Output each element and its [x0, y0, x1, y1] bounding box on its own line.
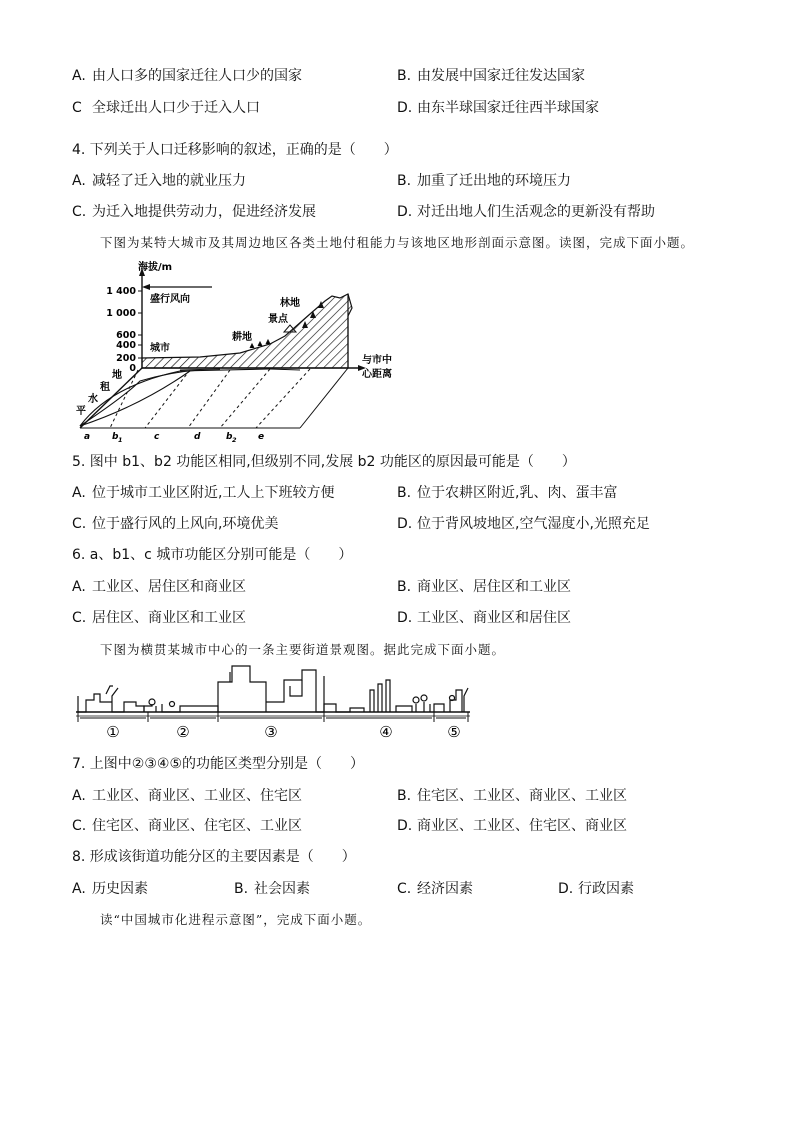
q7-option-a: A. 工业区、商业区、工业区、住宅区 [72, 788, 302, 804]
section-label-5: ⑤ [447, 723, 461, 741]
rent-curve-2 [80, 370, 200, 426]
q3-option-c: C 全球迁出人口少于迁入人口 [72, 100, 260, 116]
q4-option-d: D. 对迁出地人们生活观念的更新没有帮助 [397, 204, 655, 220]
section2-buildings [144, 704, 218, 712]
land-rent-terrain-figure [70, 256, 410, 446]
street-landscape-figure [72, 660, 474, 742]
q7-option-b: B. 住宅区、工业区、商业区、工业区 [397, 788, 627, 804]
q8-option-a: A. 历史因素 [72, 881, 148, 897]
q3-option-d: D. 由东半球国家迁往西半球国家 [397, 100, 599, 116]
wind-label: 盛行风向 [150, 294, 190, 305]
y-ticks [106, 286, 136, 374]
section-label-3: ③ [264, 723, 278, 741]
y-axis-title: 海拔/m [138, 262, 173, 273]
zone-label-e: e [258, 432, 265, 442]
q6-option-c: C. 居住区、商业区和工业区 [72, 610, 246, 626]
q6-stem: 6. a、b1、c 城市功能区分别可能是（ ） [72, 547, 353, 563]
y-tick-label: 600 [116, 330, 136, 341]
scenic-label: 景点 [268, 314, 288, 325]
q6-option-a: A. 工业区、居住区和商业区 [72, 579, 246, 595]
y-tick-label: 200 [116, 353, 136, 364]
y-tick-label: 400 [116, 340, 136, 351]
rent-level-label-char: 水 [88, 394, 98, 405]
q6-option-d: D. 工业区、商业区和居住区 [397, 610, 571, 626]
figure2-intro: 下图为横贯某城市中心的一条主要街道景观图。据此完成下面小题。 [100, 642, 506, 657]
q8-option-d: D. 行政因素 [558, 881, 634, 897]
q6-option-b: B. 商业区、居住区和工业区 [397, 579, 571, 595]
rent-level-label-char: 地 [112, 370, 122, 381]
q8-option-b: B. 社会因素 [234, 881, 310, 897]
x-axis-title-line1: 与市中 [362, 355, 392, 366]
q4-option-b: B. 加重了迁出地的环境压力 [397, 173, 571, 189]
rent-level-label-char: 平 [76, 406, 86, 417]
zone-label-b2: b [226, 432, 233, 442]
q5-option-d: D. 位于背风坡地区,空气湿度小,光照充足 [397, 516, 650, 532]
q4-option-c: C. 为迁入地提供劳动力，促进经济发展 [72, 204, 316, 220]
q4-stem: 4. 下列关于人口迁移影响的叙述，正确的是（ ） [72, 142, 398, 158]
rent-level-label-char: 租 [100, 382, 110, 393]
figure1-intro: 下图为某特大城市及其周边地区各类土地付租能力与该地区地形剖面示意图。读图，完成下面小题。 [100, 235, 695, 250]
y-tick-label: 0 [129, 363, 136, 374]
zone-label-b2-sub: 2 [232, 436, 237, 444]
zone-dividers [110, 369, 310, 428]
rent-curve-1 [80, 369, 270, 426]
zone-label-c: c [154, 432, 160, 442]
q3-option-a: A. 由人口多的国家迁往人口少的国家 [72, 68, 302, 84]
q7-stem: 7. 上图中②③④⑤的功能区类型分别是（ ） [72, 756, 365, 772]
factory-buildings [78, 688, 144, 712]
q7-option-d: D. 商业区、工业区、住宅区、商业区 [397, 818, 627, 834]
q8-option-c: C. 经济因素 [397, 881, 473, 897]
zone-label-d: d [194, 432, 201, 442]
y-tick-label: 1 000 [106, 308, 136, 319]
forest-label: 林地 [280, 298, 300, 309]
q5-option-a: A. 位于城市工业区附近,工人上下班较方便 [72, 485, 335, 501]
section-label-1: ① [106, 723, 120, 741]
q3-option-b: B. 由发展中国家迁往发达国家 [397, 68, 585, 84]
zone-label-b1: b [112, 432, 119, 442]
q5-stem: 5. 图中 b1、b2 功能区相同,但级别不同,发展 b2 功能区的原因最可能是（ ） [72, 454, 576, 470]
q7-option-c: C. 住宅区、商业区、住宅区、工业区 [72, 818, 302, 834]
commercial-towers [218, 666, 324, 712]
city-label: 城市 [150, 343, 170, 354]
q8-stem: 8. 形成该街道功能分区的主要因素是（ ） [72, 849, 356, 865]
farmland-label: 耕地 [232, 332, 252, 343]
figure3-intro: 读“中国城市化进程示意图”，完成下面小题。 [100, 912, 372, 927]
y-tick-label: 1 400 [106, 286, 136, 297]
zone-label-a: a [84, 432, 91, 442]
q4-option-a: A. 减轻了迁入地的就业压力 [72, 173, 246, 189]
x-axis-title-line2: 心距离 [362, 369, 392, 380]
section4-buildings [324, 680, 430, 712]
zone-label-b1-sub: 1 [118, 436, 123, 444]
section-label-4: ④ [379, 723, 393, 741]
q5-option-c: C. 位于盛行风的上风向,环境优美 [72, 516, 279, 532]
q5-option-b: B. 位于农耕区附近,乳、肉、蛋丰富 [397, 485, 618, 501]
section-label-2: ② [176, 723, 190, 741]
